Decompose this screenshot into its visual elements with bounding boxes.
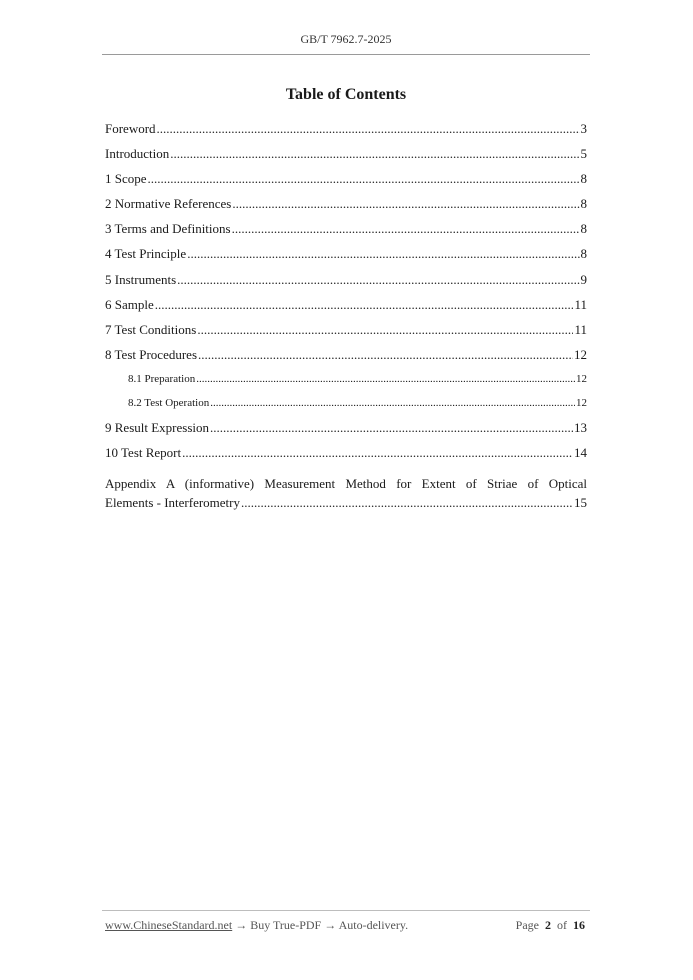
- toc-leader-dots: [177, 272, 579, 288]
- toc-entry-label: 8.1 Preparation: [128, 372, 196, 385]
- toc-entry-test-operation[interactable]: [105, 396, 587, 420]
- toc-entry-page: 8: [580, 221, 587, 237]
- toc-leader-dots: [210, 420, 573, 436]
- toc-entry-label: Appendix A (informative) Measurement Method for Extent of Striae of Optical: [105, 476, 587, 492]
- toc-entry-label: 2 Normative References: [105, 196, 232, 212]
- footer-rule: [102, 910, 590, 911]
- footer-tagline: → Buy True-PDF → Auto-delivery.: [232, 918, 409, 932]
- current-page: 2: [545, 918, 551, 932]
- toc-leader-dots: [196, 373, 575, 385]
- toc-entry-label: Foreword: [105, 121, 156, 136]
- toc-entry-page: 9: [580, 271, 587, 287]
- toc-entry-foreword[interactable]: [105, 121, 587, 146]
- site-link[interactable]: www.ChineseStandard.net: [105, 918, 233, 932]
- toc-leader-dots: [210, 397, 575, 409]
- toc-leader-dots: [198, 347, 573, 363]
- toc-leader-dots: [197, 322, 573, 338]
- toc-entry-page: 13: [574, 419, 587, 435]
- toc-leader-dots: [170, 146, 579, 162]
- toc-entry-appendix-a[interactable]: [105, 474, 587, 512]
- header-rule: [102, 54, 590, 55]
- toc-leader-dots: [232, 221, 580, 237]
- toc-entry-scope[interactable]: [105, 171, 587, 196]
- toc-entry-label: 7 Test Conditions: [105, 321, 197, 337]
- toc-entry-page: 8: [580, 246, 587, 262]
- toc-entry-test-report[interactable]: [105, 445, 587, 470]
- toc-leader-dots: [241, 493, 573, 512]
- toc-title: Table of Contents: [285, 86, 407, 103]
- toc-entry-page: 8: [580, 196, 587, 212]
- toc-entry-page: 12: [574, 346, 587, 362]
- toc-leader-dots: [148, 171, 580, 187]
- toc-entry-label: 3 Terms and Definitions: [105, 221, 231, 237]
- toc-entry-page: 8: [580, 171, 587, 187]
- toc-entry-introduction[interactable]: [105, 146, 587, 171]
- running-header: GB/T 7962.7-2025: [300, 32, 392, 46]
- toc-entry-label: 9 Result Expression: [105, 419, 209, 435]
- toc-entry-label: 10 Test Report: [105, 445, 182, 461]
- toc-entry-page: 3: [580, 121, 587, 136]
- toc-entry-normative-references[interactable]: [105, 196, 587, 221]
- toc-entry-result-expression[interactable]: [105, 420, 587, 445]
- toc-entry-test-procedures[interactable]: [105, 347, 587, 372]
- page-number: Page 2 of 16: [515, 918, 585, 932]
- total-pages: 16: [573, 918, 585, 932]
- toc-entry-label: 8 Test Procedures: [105, 346, 197, 362]
- toc-leader-dots: [155, 297, 574, 313]
- toc-entry-label: 6 Sample: [105, 296, 154, 312]
- toc-entry-test-conditions[interactable]: [105, 322, 587, 347]
- toc-leader-dots: [157, 121, 580, 137]
- toc-entry-label: 4 Test Principle: [105, 246, 187, 262]
- table-of-contents: [105, 121, 587, 512]
- toc-leader-dots: [232, 196, 579, 212]
- toc-entry-page: 14: [574, 445, 587, 461]
- toc-entry-label: 1 Scope: [105, 171, 147, 187]
- toc-entry-preparation[interactable]: [105, 372, 587, 396]
- toc-leader-dots: [187, 246, 579, 262]
- toc-entry-page: 5: [580, 146, 587, 162]
- toc-entry-instruments[interactable]: [105, 272, 587, 297]
- toc-entry-page: 11: [574, 296, 587, 312]
- toc-entry-page: 15: [574, 495, 587, 511]
- toc-entry-label: 5 Instruments: [105, 271, 177, 287]
- toc-entry-page: 11: [574, 321, 587, 337]
- page-footer: [105, 918, 585, 933]
- toc-entry-label: Introduction: [105, 146, 170, 162]
- toc-leader-dots: [182, 445, 573, 461]
- toc-entry-page: 12: [576, 396, 587, 409]
- toc-entry-label-continued: Elements - Interferometry: [105, 495, 240, 511]
- toc-entry-terms-definitions[interactable]: [105, 221, 587, 246]
- toc-entry-page: 12: [576, 372, 587, 385]
- toc-entry-label: 8.2 Test Operation: [128, 396, 210, 409]
- toc-entry-test-principle[interactable]: [105, 246, 587, 271]
- footer-promo: [105, 918, 408, 933]
- toc-entry-sample[interactable]: [105, 297, 587, 322]
